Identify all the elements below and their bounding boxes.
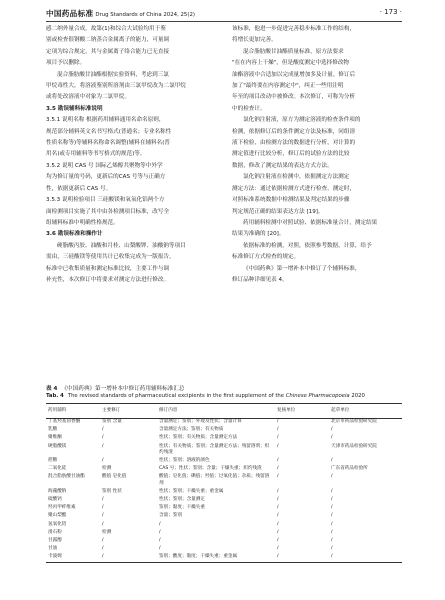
table-row [46,465,402,473]
right-column-text-line: 检测，依据修订后的条件测定方法及标准，同组溶 [232,128,356,135]
cell-main-revision: 鉴别 含量 [102,419,122,424]
table-row [46,553,402,561]
cell-main-revision: / [102,546,104,552]
cell-drafter: / [331,458,333,464]
left-column-text-line: 感二纳外量合成，故第(1)和综合大试验均用于鉴 [46,26,166,32]
right-column-text-line: 《中国药典》第一增补本中修订了个辅料标准， [243,265,361,272]
cell-reviewer: / [277,427,279,433]
cell-excipient: 蔗糖 [48,458,58,464]
right-column-text-line: 标准修订方式检查的规定。 [232,254,300,261]
right-column-text-line: 药用辅料检测中对照试验、依据标准量合计，测定结果 [243,219,378,226]
table-row [46,537,402,545]
cell-reviewer: / [277,546,279,552]
left-column-heading: 3.5 勘误辅料标准说明 [46,105,103,112]
cell-revision-content: 性状；有关物质；鉴别；含量测定方法；残留溶剂；炽灼残渣 [159,443,270,455]
journal-title-en: Drug Standards of China 2024, 25(2) [95,12,196,18]
left-column-text-line: 组辅料标准中明确性格规范。 [46,219,119,226]
cell-drafter: / [331,529,333,535]
cell-excipient: 乳糖 [48,427,58,433]
cell-revision-content: 含量测定；鉴别；外观及性状；含量计算 [159,419,242,424]
cell-main-revision: 检测 [102,466,112,472]
table-header-row [46,404,402,418]
cell-excipient: 甘露醇 [48,538,62,544]
right-column-text-line: 加了"最终要在内容测定中"，纠正一些用注明 [232,83,344,90]
cell-excipient: 海藻酸钠 [48,488,67,494]
right-column-text-line: 修订品种详细见表 4。 [232,276,288,283]
cell-excipient: 卡波姆 [48,554,62,560]
right-column [232,24,402,286]
right-column-text-line: 液下检验，由检测方法的数据进行分析，对计算的 [232,140,356,147]
cell-reviewer: / [277,466,279,472]
cell-main-revision: / [102,427,104,433]
right-column-text-line: 数据，修改了测定结果的表达方式方法。 [232,162,333,169]
right-column-text-line: 结果为准确的 [20]。 [232,231,285,238]
cell-revision-content: 性状；鉴别；溶液的颜色 [159,458,210,464]
cell-drafter: / [331,521,333,527]
cell-revision-content: 鉴别；黏度；干燥失重 [159,505,205,511]
table-grid [46,404,402,562]
table-caption-en-year: 2020 [349,393,365,399]
table-caption-en: The revised standards of pharmaceutical excipients in the first supplement of the [67,393,286,399]
right-column-text-line: 测定值进行比较分析，修订后的试验方法的比较 [232,151,350,158]
journal-title-cn: 中国药品标准 [46,9,94,18]
right-column-text-line: 将增长更加完善。 [232,37,277,44]
cell-main-revision: / [102,435,104,441]
cell-excipient: 氢氧化铝 [48,521,67,527]
left-column-text-line: 混合脂肪酸甘油酯根据实验资料，考虑到三氯 [57,71,169,78]
right-column-text-line: 年至的项目改动中被修改。本次修订，可称为分析 [232,94,356,101]
cell-drafter: / [331,497,333,503]
right-column-text-line: 依据标准的检测，对照，依照参考数据，计算，给予 [243,242,372,249]
cell-revision-content: 鉴别；酸度；黏度；干燥失重；重金属 [159,554,238,560]
table-row [46,529,402,537]
table-title-en [46,393,365,399]
table-row [46,443,402,457]
cell-reviewer: / [277,505,279,511]
cell-main-revision: / [102,505,104,511]
cell-drafter: / [331,435,333,441]
cell-excipient: 聚维酮 [48,435,62,441]
cell-drafter: / [331,554,333,560]
cell-revision-content: 性状；鉴别；含量测定 [159,497,205,503]
right-column-text-line: 油酯溶液中合适加以完成量增加多及计量。修订后 [232,71,356,78]
table-label-en: Tab. 4 [46,393,64,399]
cell-excipient: 丁基羟基茴香醚 [48,419,81,424]
left-column-text-line: 补充性，本次修订中将要求对测定方法进行修改。 [46,276,170,283]
table-row [46,457,402,465]
right-column-text-line: 氯化钠注射液，原方为测定溶液的检查条件项的 [243,117,361,124]
cell-reviewer: / [277,513,279,519]
cell-revision-content: / [159,538,161,544]
cell-excipient: 羟丙甲纤维素 [48,505,76,511]
cell-reviewer: / [277,529,279,535]
table-caption-cn: 《中国药典》第一增补本中修订药用辅料标准汇总 [61,386,185,392]
left-column-text-line: 甲烷毒性大，将溶液鉴别所溶剂由三氯甲烷改为二氯甲烷 [46,83,186,90]
right-column-text-line: 对照标准系统数据中检测结果及判定结果的步骤 [232,197,350,204]
cell-drafter: / [331,513,333,519]
cell-reviewer: / [277,443,279,449]
cell-drafter: / [331,474,333,480]
cell-revision-content: 性状；鉴别；有关物质；含量测定方法 [159,435,238,441]
cell-reviewer: / [277,458,279,464]
header-cell-main-revision: 主要修订 [102,408,121,413]
cell-drafter: 天津市药品检验研究院 [331,443,377,449]
table-row [46,488,402,496]
cell-main-revision: / [102,497,104,503]
left-column-text-line: 用名)或专用辅料等书写格式的规范)等。 [46,151,146,158]
table-label-cn: 表 4 [46,386,58,392]
left-column-text-line: 规范部分辅料英文名书写格式(普通名；专业名称性 [46,128,172,135]
right-column-text-line: 该标准，他进一步促进完善稳步标准工作的结构， [232,26,356,32]
cell-main-revision: 酸值 皂化值 [102,474,127,480]
cell-drafter: 北京市药品检验研究院 [331,419,377,424]
left-column-text-line: 3.5.3 说明检验项目 三硅酸镁和氧氧化铝两个方 [46,197,165,204]
table-row [46,426,402,434]
cell-main-revision: / [102,513,104,519]
cell-excipient: 混合脂肪酸甘油酯 [48,474,85,480]
left-column-heading: 3.6 勘误标准和操作计 [46,231,103,238]
cell-revision-content: / [159,546,161,552]
cell-main-revision: 检测 [102,529,112,535]
left-column-text-line: 性，依据更新后 CAS 号。 [46,185,112,192]
cell-drafter: / [331,488,333,494]
cell-reviewer: / [277,497,279,503]
table-row [46,512,402,520]
cell-revision-content: 性状；鉴别；干燥失重；重金属 [159,488,224,494]
header-cell-revision-content: 修订内容 [159,408,178,413]
cell-drafter: / [331,505,333,511]
cell-main-revision: / [102,458,104,464]
cell-reviewer: / [277,521,279,527]
header-rule [46,21,402,22]
cell-reviewer: / [277,554,279,560]
table-row [46,504,402,512]
right-column-text-line: 测定方法：通过依据检测方式进行检查，测定时， [232,185,356,192]
cell-excipient: 二氧化硅 [48,466,67,472]
header-cell-drafter: 起草单位 [331,408,350,413]
cell-excipient: 甘油 [48,546,58,552]
left-column-text-line: 3.5.2 说明 CAS 号 国际乙烯醇共聚物等中外学 [46,162,163,169]
left-column-text-line: 需由，三硅酸镁等使用共计已收集完成为一版报告， [46,254,175,261]
cell-main-revision: 鉴别 性状 [102,488,122,494]
left-column-text-line: 面检测项目实施了其中由各检测项目标准，改写全 [46,208,170,215]
left-column-text-line: 或将处改溶液中对象为二氯甲烷。 [46,94,130,101]
cell-reviewer: / [277,538,279,544]
cell-revision-content: 酸值；皂化值；碘值；羟值；过氧化值；杂质；残留溶剂 [159,474,270,486]
cell-reviewer: / [277,419,279,424]
left-column-text-line: 3.5.1 说明名称 根据药用辅料通用名命名原则， [46,117,165,124]
left-column-text-line: 均为修订量的号码，更新后的CAS 号等与正确方 [46,174,166,181]
right-column-text-line: 混合脂肪酸甘油酯质量标准，原方法要求 [243,48,344,55]
cell-excipient: 硬脂酸镁 [48,443,67,449]
cell-main-revision: / [102,521,104,527]
cell-excipient: 滑石粉 [48,529,62,535]
cell-revision-content: 含量；鉴别 [159,513,182,519]
table-body [46,418,402,562]
cell-reviewer: / [277,474,279,480]
table-caption-en-italic: Chinese Pharmacopoeia [285,393,350,399]
cell-reviewer: / [277,435,279,441]
table-row [46,545,402,553]
right-column-text-line: 中的检查计。 [232,105,266,112]
cell-drafter: 广东省药品检验所 [331,466,368,472]
table-row [46,521,402,529]
right-column-text-line: 判定规范正确的结果表达方法 [19]。 [232,208,324,215]
cell-revision-content: 含量测定方法；鉴别；有关物质 [159,427,224,433]
cell-excipient: 聚山梨酯 [48,513,67,519]
cell-main-revision: / [102,443,104,449]
cell-revision-content: / [159,529,161,535]
right-column-text-line: "在在内容上干燥"，但是酸度测定中选择修改物 [232,60,350,67]
left-column-text-line: 标准中已收集质量和测定标准比较，主要工作与调 [46,265,170,272]
header-cell-excipient: 药用辅料 [48,408,67,413]
cell-reviewer: / [277,488,279,494]
left-column [46,24,216,286]
cell-drafter: / [331,427,333,433]
journal-title [46,8,195,19]
cell-revision-content: / [159,521,161,527]
table-title-cn [46,384,185,392]
cell-revision-content: CAS 号；性状；鉴别；含量；干燥失重；炽灼残渣 [159,466,262,472]
header-cell-reviewer: 复核单位 [277,408,296,413]
table-row [46,434,402,442]
left-column-text-line: 性质名称等)等辅料名称命名调整(辅料在辅料名(普 [46,140,171,147]
left-column-text-line: 别或检查很钢酸二钠蒸合金属离子的能力，可量调 [46,37,170,44]
left-column-text-line: 项目予以删除。 [46,60,86,67]
cell-drafter: / [331,546,333,552]
table-row [46,473,402,487]
left-column-text-line: 定项为综合规定，其与金属离子络合能力已无直接 [46,48,170,55]
table-row [46,496,402,504]
table-bottom-rule [46,562,402,563]
cell-excipient: 硫酸钙 [48,497,62,503]
right-column-text-line: 氯化钠注射液在检测中，依据测定方法测定 [243,174,350,181]
cell-main-revision: / [102,538,104,544]
cell-drafter: / [331,538,333,544]
left-column-text-line: 硬脂酸丙胶、油酸和月桂、山梨酸钾、油酸钠等项目 [57,242,186,249]
cell-main-revision: / [102,554,104,560]
table-row [46,418,402,426]
running-header [46,8,402,22]
page-number: · 173 · [379,8,402,16]
